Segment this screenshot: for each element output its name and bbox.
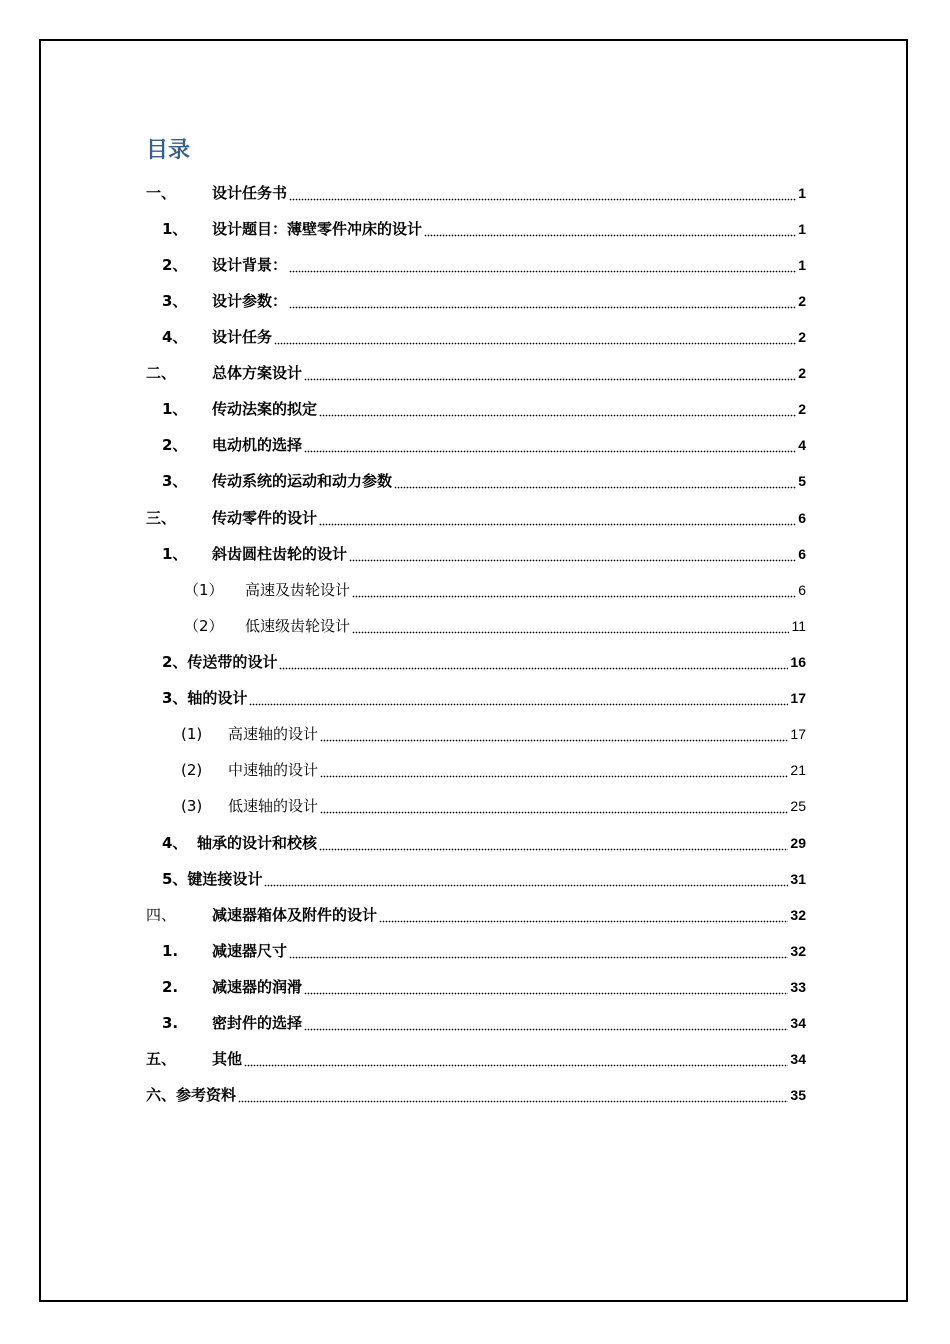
toc-entry-number: 二、 — [146, 364, 177, 382]
toc-entry-number: (1) — [181, 725, 203, 743]
toc-entry[interactable] — [0, 937, 806, 961]
toc-entry[interactable] — [0, 215, 806, 239]
toc-entry-page: 32 — [790, 907, 806, 923]
toc-entry-number: （1） — [184, 581, 224, 599]
toc-entry-number: 3、 — [162, 292, 188, 310]
toc-entry-number: 1. — [162, 942, 179, 960]
toc-entry-number: 2、 — [162, 256, 188, 274]
toc-entry-number: 3、 — [162, 472, 188, 490]
toc-entry-page: 1 — [798, 185, 806, 201]
toc-dot-leader — [274, 327, 796, 347]
toc-entry-page: 2 — [798, 401, 806, 417]
toc-entry-label: 5、键连接设计 — [162, 870, 263, 888]
toc-entry-label: 传动系统的运动和动力参数 — [212, 472, 393, 490]
toc-entry[interactable] — [0, 901, 806, 925]
toc-entry-number: 3. — [162, 1014, 179, 1032]
toc-dot-leader — [289, 291, 796, 311]
toc-entry-label: 3、轴的设计 — [162, 689, 248, 707]
toc-entry-label: 减速器尺寸 — [212, 942, 288, 960]
toc-dot-leader — [379, 905, 788, 925]
toc-dot-leader — [352, 616, 789, 636]
toc-entry-label: 减速器的润滑 — [212, 978, 303, 996]
toc-entry[interactable] — [0, 359, 806, 383]
toc-entry-label: 轴承的设计和校核 — [197, 834, 318, 852]
toc-entry-page: 17 — [790, 690, 806, 706]
toc-entry-page: 25 — [790, 798, 806, 814]
toc-entry-label: 电动机的选择 — [212, 436, 303, 454]
toc-entry-label: 高速轴的设计 — [228, 725, 319, 743]
toc-entry-label: 总体方案设计 — [212, 364, 303, 382]
toc-title: 目录 — [146, 138, 191, 163]
toc-entry[interactable] — [0, 1081, 806, 1105]
toc-entry-page: 6 — [798, 546, 806, 562]
toc-entry-label: 设计题目：薄壁零件冲床的设计 — [212, 220, 423, 238]
toc-entry-number: 2. — [162, 978, 179, 996]
toc-dot-leader — [424, 219, 796, 239]
toc-entry-label: 设计任务 — [212, 328, 273, 346]
toc-entry-label: 减速器箱体及附件的设计 — [212, 906, 378, 924]
toc-dot-leader — [320, 760, 788, 780]
toc-entry-page: 1 — [798, 257, 806, 273]
toc-entry[interactable] — [0, 287, 806, 311]
toc-entry[interactable] — [0, 648, 806, 672]
toc-entry-label: 低速轴的设计 — [228, 797, 319, 815]
toc-entry-label: 设计任务书 — [212, 184, 288, 202]
toc-dot-leader — [279, 652, 788, 672]
toc-entry-page: 16 — [790, 654, 806, 670]
toc-dot-leader — [352, 580, 796, 600]
toc-entry-number: (2) — [181, 761, 203, 779]
toc-entry[interactable] — [0, 251, 806, 275]
toc-entry-number: 1、 — [162, 220, 188, 238]
toc-dot-leader — [244, 1049, 788, 1069]
toc-entry-number: 一、 — [146, 184, 177, 202]
toc-entry[interactable] — [0, 792, 806, 816]
toc-entry-label: 传动法案的拟定 — [212, 400, 318, 418]
toc-dot-leader — [320, 724, 788, 744]
toc-entry-label: 其他 — [212, 1050, 243, 1068]
toc-dot-leader — [289, 183, 796, 203]
toc-entry-number: (3) — [181, 797, 203, 815]
toc-dot-leader — [289, 255, 796, 275]
toc-entry-page: 2 — [798, 329, 806, 345]
toc-entry-label: 设计背景： — [212, 256, 288, 274]
toc-dot-leader — [304, 977, 788, 997]
toc-entry[interactable] — [0, 540, 806, 564]
toc-dot-leader — [320, 796, 788, 816]
toc-entry-page: 2 — [798, 365, 806, 381]
toc-entry[interactable] — [0, 973, 806, 997]
toc-entry-label: 传动零件的设计 — [212, 509, 318, 527]
toc-entry-page: 17 — [790, 726, 806, 742]
toc-entry-page: 34 — [790, 1051, 806, 1067]
toc-entry-label: 低速级齿轮设计 — [245, 617, 351, 635]
toc-entry[interactable] — [0, 865, 806, 889]
toc-entry-number: 三、 — [146, 509, 177, 527]
toc-dot-leader — [319, 399, 796, 419]
toc-entry-page: 35 — [790, 1087, 806, 1103]
toc-entry-label: 2、传送带的设计 — [162, 653, 278, 671]
toc-entry-page: 2 — [798, 293, 806, 309]
toc-entry[interactable] — [0, 756, 806, 780]
toc-entry[interactable] — [0, 576, 806, 600]
toc-entry-number: （2） — [184, 617, 224, 635]
toc-dot-leader — [304, 1013, 788, 1033]
toc-entry-page: 5 — [798, 473, 806, 489]
toc-entry-page: 6 — [798, 582, 806, 598]
toc-entry-label: 六、参考资料 — [146, 1086, 237, 1104]
toc-entry-page: 32 — [790, 943, 806, 959]
toc-entry[interactable] — [0, 323, 806, 347]
toc-entry-label: 设计参数： — [212, 292, 288, 310]
toc-entry[interactable] — [0, 684, 806, 708]
toc-dot-leader — [319, 508, 796, 528]
toc-entry[interactable] — [0, 829, 806, 853]
toc-entry-page: 34 — [790, 1015, 806, 1031]
toc-entry-number: 1、 — [162, 545, 188, 563]
toc-entry[interactable] — [0, 179, 806, 203]
toc-dot-leader — [249, 688, 788, 708]
toc-entry-page: 4 — [798, 437, 806, 453]
toc-entry-page: 6 — [798, 510, 806, 526]
toc-dot-leader — [289, 941, 788, 961]
toc-entry-page: 33 — [790, 979, 806, 995]
toc-entry-label: 密封件的选择 — [212, 1014, 303, 1032]
toc-entry[interactable] — [0, 467, 806, 491]
toc-entry-number: 2、 — [162, 436, 188, 454]
toc-entry-number: 4、 — [162, 328, 188, 346]
toc-dot-leader — [394, 471, 796, 491]
toc-entry-number: 1、 — [162, 400, 188, 418]
toc-dot-leader — [238, 1085, 788, 1105]
toc-entry-page: 11 — [791, 618, 806, 634]
toc-entry-label: 中速轴的设计 — [228, 761, 319, 779]
toc-entry[interactable] — [0, 431, 806, 455]
toc-dot-leader — [349, 544, 796, 564]
toc-dot-leader — [304, 435, 796, 455]
toc-entry[interactable] — [0, 1045, 806, 1069]
toc-entry-label: 高速及齿轮设计 — [245, 581, 351, 599]
toc-entry[interactable] — [0, 612, 806, 636]
toc-entry-label: 斜齿圆柱齿轮的设计 — [212, 545, 348, 563]
toc-entry[interactable] — [0, 720, 806, 744]
toc-entry[interactable] — [0, 1009, 806, 1033]
toc-dot-leader — [319, 833, 788, 853]
toc-dot-leader — [304, 363, 796, 383]
toc-entry[interactable] — [0, 395, 806, 419]
toc-entry-page: 1 — [798, 221, 806, 237]
toc-entry-page: 21 — [790, 762, 806, 778]
toc-entry-page: 31 — [790, 871, 806, 887]
toc-entry-number: 4、 — [162, 834, 188, 852]
toc-entry-number: 五、 — [146, 1050, 177, 1068]
toc-entry-number: 四、 — [146, 906, 177, 924]
toc-entry[interactable] — [0, 504, 806, 528]
toc-dot-leader — [264, 869, 788, 889]
toc-entry-page: 29 — [790, 835, 806, 851]
